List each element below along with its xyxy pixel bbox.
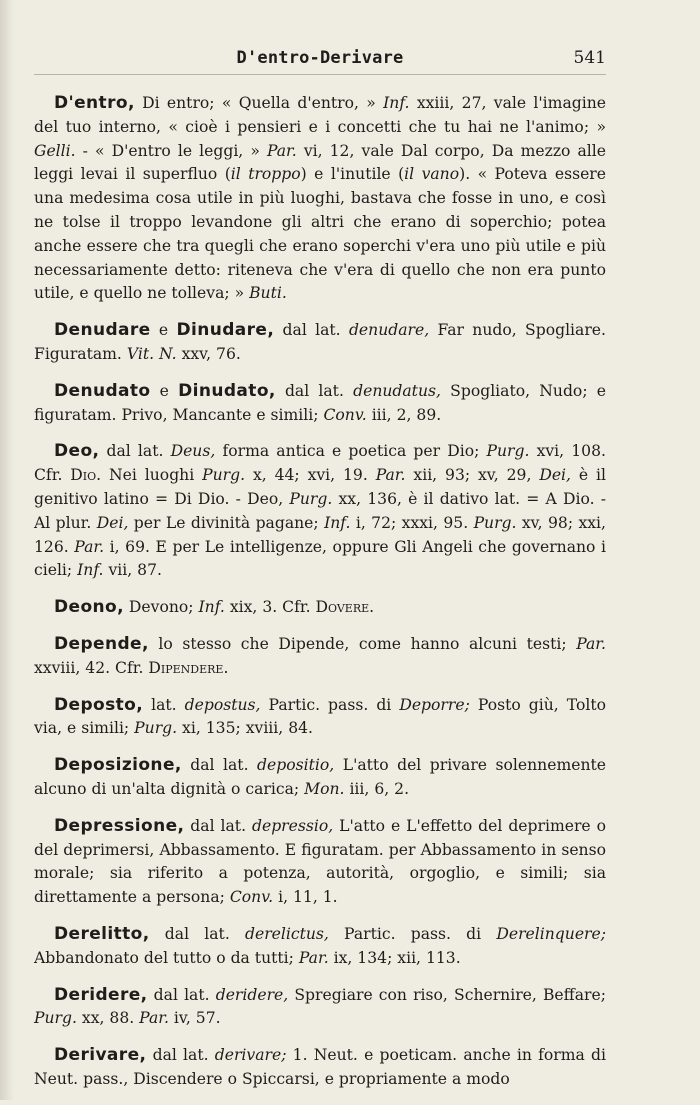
entry-text: Far nudo, Spogliare. Figuratam. — [34, 321, 606, 363]
headword: Derivare, — [54, 1045, 147, 1066]
cross-reference: Dipendere — [148, 658, 224, 677]
italic-term: il troppo — [230, 165, 301, 184]
italic-term: Deporre; — [399, 695, 470, 714]
citation: Par. — [139, 1009, 169, 1028]
headword: Denudare — [54, 320, 151, 341]
entry-text: e — [150, 381, 179, 400]
page-gutter-shadow — [0, 0, 14, 1100]
entry-text: per Le divinità pagane; — [128, 513, 325, 532]
citation: Purg. — [486, 442, 530, 461]
entry-text: i, 11, 1. — [273, 888, 338, 907]
italic-term: depressio, — [251, 816, 334, 835]
headword: Derelitto, — [54, 923, 150, 944]
entry-text: - « D'entro le leggi, » — [75, 141, 267, 160]
italic-term: denudatus, — [353, 381, 441, 400]
citation: Purg. — [34, 1009, 77, 1028]
headword: D'entro, — [54, 93, 135, 113]
entry-text: Posto giù, Tolto via, e simili; — [34, 695, 607, 738]
page-number: 541 — [573, 48, 606, 68]
italic-term: Derelinquere; — [496, 924, 606, 943]
cross-reference: Dovere — [315, 598, 370, 617]
italic-term: Dei, — [96, 513, 129, 532]
entry-depende — [34, 633, 606, 681]
citation: Gelli. — [34, 141, 76, 160]
entry-text: dal lat. — [181, 756, 258, 775]
headword: Deposto, — [54, 694, 144, 715]
entry-text: lo stesso che Dipende, come hanno alcuni testi; — [148, 634, 577, 653]
cross-reference: Dio — [70, 466, 97, 485]
entry-text: ) e l'inutile ( — [300, 165, 405, 184]
entry-text: xxv, 76. — [176, 344, 241, 363]
entry-deposto — [34, 694, 606, 742]
headword: Deposizione, — [54, 755, 182, 776]
italic-term: depostus, — [184, 695, 261, 714]
entry-text: vii, 87. — [103, 561, 162, 580]
entry-deono — [34, 596, 606, 620]
entry-text: i, 72; xxxi, 95. — [350, 513, 474, 532]
entry-text: xxiii, 27, vale l'imagine del tuo interno, « cioè i pensieri e i concetti che tu hai ne l'animo; » — [34, 94, 606, 136]
citation: Par. — [576, 634, 606, 653]
entry-text: vi, 12, vale Dal corpo, Da mezzo alle leggi levai il superfluo ( — [34, 141, 606, 184]
citation: Inf. — [77, 561, 104, 580]
entry-deo — [34, 440, 606, 583]
italic-term: derivare; — [214, 1046, 287, 1065]
page-header — [34, 44, 606, 75]
entry-derelitto — [34, 923, 606, 971]
entry-text: xix, 3. Cfr. — [224, 598, 316, 617]
citation: Purg. — [473, 513, 517, 532]
entry-text: ix, 134; xii, 113. — [328, 948, 461, 967]
citation: Inf. — [324, 513, 351, 532]
entry-dentro — [34, 92, 606, 306]
entry-text: dal lat. — [274, 321, 349, 340]
italic-term: depositio, — [257, 756, 335, 775]
citation: Purg. — [202, 466, 246, 485]
dictionary-body — [34, 92, 606, 1105]
headword: Depressione, — [54, 815, 185, 836]
entry-text: dal lat. — [184, 816, 252, 835]
entry-text: dal lat. — [146, 1046, 215, 1065]
entry-text: xxviii, 42. Cfr. — [34, 658, 149, 677]
citation: Par. — [74, 537, 105, 556]
entry-text: è il genitivo latino = Di Dio. - Deo, — [34, 466, 607, 508]
citation: Vit. N. — [126, 344, 177, 363]
entry-deridere — [34, 984, 606, 1032]
entry-text: xx, 88. — [76, 1009, 140, 1028]
citation: Inf. — [383, 94, 410, 112]
entry-text: Spogliato, Nudo; e figuratam. Privo, Mancante e simili; — [34, 381, 606, 424]
entry-text: . — [223, 658, 229, 677]
entry-text: i, 69. E per Le intelligenze, oppure Gli Angeli che governano i cieli; — [34, 537, 606, 580]
entry-text: Devono; — [123, 598, 199, 617]
headword: Dinudare, — [176, 320, 275, 341]
headword: Denudato — [54, 380, 151, 401]
entry-text: xv, 98; xxi, 126. — [34, 513, 606, 556]
entry-text: xii, 93; xv, 29, — [405, 466, 540, 485]
citation: Conv. — [323, 405, 367, 424]
entry-text: xvi, 108. Cfr. — [34, 442, 606, 485]
entry-derivare — [34, 1044, 606, 1092]
entry-text: L'atto del privare solennemente alcuno di un'alta dignità o carica; — [34, 756, 606, 798]
headword: Depende, — [54, 633, 149, 654]
headword: Deo, — [54, 441, 100, 462]
entry-denudare — [34, 319, 606, 367]
entry-text: lat. — [143, 695, 185, 714]
entry-text: iii, 6, 2. — [344, 779, 410, 798]
citation: Buti. — [249, 284, 287, 303]
citation: Inf. — [198, 598, 225, 617]
citation: Par. — [375, 466, 406, 485]
entry-text: Abbandonato del tutto o da tutti; — [34, 948, 299, 967]
entry-text: dal lat. — [147, 985, 216, 1004]
entry-text: Di entro; « Quella d'entro, » — [134, 94, 384, 112]
entry-text: L'atto e L'effetto del deprimere o del deprimersi, Abbassamento. E figuratam. per Abbassamento in senso morale; sia riferito a potenza, autorità, orgoglio, e simili; sia direttamente a persona; — [34, 816, 606, 907]
entry-denudato — [34, 380, 606, 428]
citation: Purg. — [134, 719, 178, 738]
entry-text: Spregiare con riso, Schernire, Beffare; — [288, 985, 606, 1004]
entry-text: iv, 57. — [168, 1009, 221, 1028]
entry-text: dal lat. — [275, 381, 354, 400]
entry-text: 1. Neut. e poeticam. anche in forma di Neut. pass., Discendere o Spiccarsi, e propriamente a modo — [34, 1046, 606, 1088]
italic-term: denudare, — [348, 321, 430, 340]
entry-text: dal lat. — [149, 924, 245, 943]
italic-term: deridere, — [215, 985, 289, 1004]
entry-text: dal lat. — [99, 442, 171, 461]
entry-text: . — [369, 598, 375, 617]
entry-text: . Nei luoghi — [96, 466, 203, 485]
citation: Purg. — [289, 489, 333, 508]
entry-text: forma antica e poetica per Dio; — [215, 442, 487, 461]
entry-text: Partic. pass. di — [328, 924, 497, 943]
italic-term: il vano — [404, 165, 460, 184]
headword: Deridere, — [54, 984, 148, 1005]
entry-text: ). « Poteva essere una medesima cosa utile in più luoghi, bastava che fosse in uno, e così ne tolse il troppo levandone gli altri che erano di soperchio; potea anche essere che tra quegli che erano soperchi v'era uno più utile e più necessariamente detto: riteneva che v'era di quello che non era punto utile, e quello ne tolleva; » — [34, 165, 606, 303]
citation: Mon. — [304, 779, 345, 798]
headword: Dinudato, — [178, 380, 276, 401]
entry-text: xi, 135; xviii, 84. — [177, 719, 313, 738]
italic-term: derelictus, — [244, 924, 329, 943]
headword: Deono, — [54, 597, 124, 618]
entry-text: xx, 136, è il dativo lat. = A Dio. - Al plur. — [34, 489, 606, 532]
entry-text: e — [150, 321, 177, 340]
italic-term: Dei, — [539, 466, 572, 485]
citation: Par. — [298, 948, 329, 967]
italic-term: Deus, — [170, 442, 216, 461]
entry-text: iii, 2, 89. — [366, 405, 442, 424]
entry-text: Partic. pass. di — [260, 695, 400, 714]
citation: Par. — [266, 141, 297, 160]
entry-deposizione — [34, 754, 606, 802]
running-head: D'entro-Derivare — [236, 48, 404, 68]
entry-text: x, 44; xvi, 19. — [245, 466, 376, 485]
entry-depressione — [34, 815, 606, 910]
citation: Conv. — [229, 888, 274, 907]
